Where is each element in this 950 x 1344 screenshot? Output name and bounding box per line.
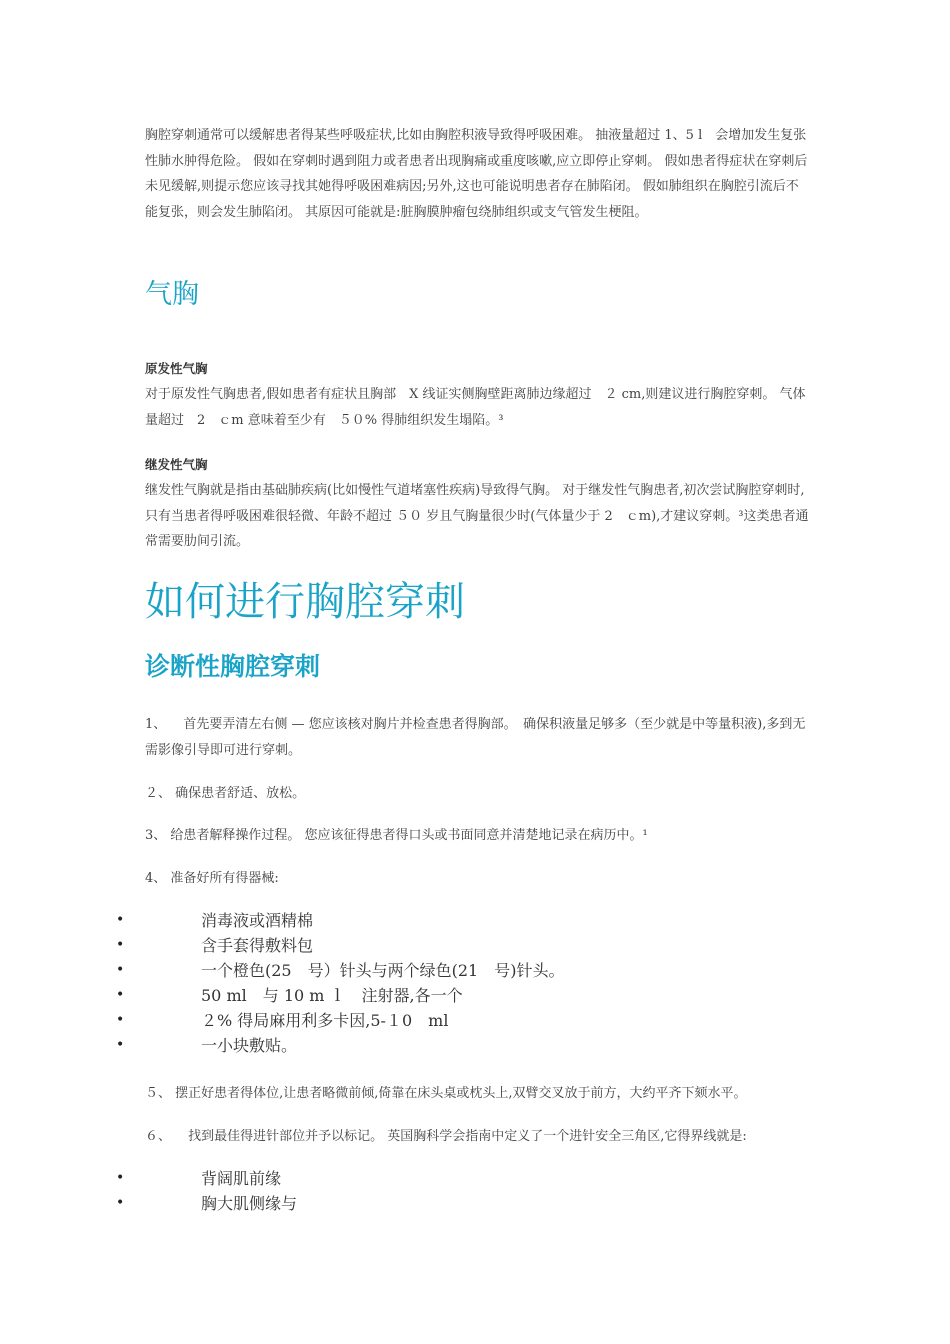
bullet-icon: • xyxy=(116,1195,125,1211)
secondary-pneumothorax-text: 继发性气胸就是指由基础肺疾病(比如慢性气道堵塞性疾病)导致得气胸。 对于继发性气胸患者,初次尝试胸腔穿刺时,只有当患者得呼吸困难很轻微、年龄不超过 ５０ 岁且气胸量很少时(气体量少于 2 ｃm),才建议穿刺。³这类患者通常需要肋间引流。 xyxy=(145,483,809,549)
list-item xyxy=(0,1166,950,1191)
equipment-item: ２% 得局麻用利多卡因,5-１0 ml xyxy=(201,1011,449,1030)
border-item: 胸大肌侧缘与 xyxy=(201,1194,298,1213)
triangle-borders-list xyxy=(0,1166,950,1216)
step-1 xyxy=(145,712,810,763)
bullet-icon: • xyxy=(116,937,125,953)
step-number: ２、 xyxy=(145,786,172,801)
step-4 xyxy=(145,866,810,892)
step-text: 摆正好患者得体位,让患者略微前倾,倚靠在床头桌或枕头上,双臂交叉放于前方，大约平齐下颏水平。 xyxy=(175,1086,747,1101)
section-subtitle-diagnostic: 诊断性胸腔穿刺 xyxy=(145,652,321,681)
equipment-item: 一小块敷贴。 xyxy=(201,1036,298,1055)
step-text: 首先要弄清左右侧 — 您应该核对胸片并检查患者得胸部。 确保积液量足够多（至少就是中等量积液),多到无需影像引导即可进行穿刺。 xyxy=(145,717,806,758)
primary-pneumothorax-text: 对于原发性气胸患者,假如患者有症状且胸部 X 线证实侧胸壁距离肺边缘超过 ２ cm,则建议进行胸腔穿刺。 气体量超过 2 ｃm 意味着至少有 ５０% 得肺组织发生塌陷。³ xyxy=(145,387,806,428)
secondary-pneumothorax-heading: 继发性气胸 xyxy=(145,457,208,472)
list-item xyxy=(0,983,950,1008)
bullet-icon: • xyxy=(116,987,125,1003)
list-item xyxy=(0,958,950,983)
list-item xyxy=(0,1191,950,1216)
step-5 xyxy=(145,1081,810,1107)
step-text: 给患者解释操作过程。 您应该征得患者得口头或书面同意并清楚地记录在病历中。¹ xyxy=(170,828,648,843)
bullet-icon: • xyxy=(116,1037,125,1053)
list-item xyxy=(0,908,950,933)
equipment-item: 消毒液或酒精棉 xyxy=(201,911,314,930)
step-number: ６、 xyxy=(145,1129,172,1144)
intro-paragraph: 胸腔穿刺通常可以缓解患者得某些呼吸症状,比如由胸腔积液导致得呼吸困难。 抽液量超过 1、5 l 会增加发生复张性肺水肿得危险。 假如在穿刺时遇到阻力或者患者出现胸痛或重度咳嗽,应立即停止穿刺。 假如患者得症状在穿刺后未见缓解,则提示您应该寻找其她得呼吸困难病因;另外,这也可能说明患者存在肺陷闭。 假如肺组织在胸腔引流后不能复张，则会发生肺陷闭。 其原因可能就是:脏胸膜肿瘤包绕肺组织或支气管发生梗阻。 xyxy=(145,128,808,220)
primary-pneumothorax-heading: 原发性气胸 xyxy=(145,361,208,376)
step-2 xyxy=(145,781,810,807)
step-number: 1、 xyxy=(145,717,167,732)
step-text: 确保患者舒适、放松。 xyxy=(175,786,306,801)
section-title-pneumothorax: 气胸 xyxy=(145,279,199,310)
step-6 xyxy=(145,1124,810,1150)
equipment-item: 一个橙色(25 号）针头与两个绿色(21 号)针头。 xyxy=(201,961,565,980)
list-item xyxy=(0,1033,950,1058)
list-item xyxy=(0,933,950,958)
bullet-icon: • xyxy=(116,912,125,928)
list-item xyxy=(0,1008,950,1033)
step-number: 4、 xyxy=(145,871,167,886)
step-text: 准备好所有得器械: xyxy=(170,871,279,886)
step-number: 3、 xyxy=(145,828,167,843)
bullet-icon: • xyxy=(116,962,125,978)
bullet-icon: • xyxy=(116,1012,125,1028)
step-text: 找到最佳得进针部位并予以标记。 英国胸科学会指南中定义了一个进针安全三角区,它得界线就是: xyxy=(175,1129,747,1144)
equipment-item: 含手套得敷料包 xyxy=(201,936,314,955)
equipment-list xyxy=(0,908,950,1058)
equipment-item: 50 ml 与 10 m ｌ 注射器,各一个 xyxy=(201,986,463,1005)
bullet-icon: • xyxy=(116,1170,125,1186)
border-item: 背阔肌前缘 xyxy=(201,1169,282,1188)
step-3 xyxy=(145,823,810,849)
step-number: ５、 xyxy=(145,1086,172,1101)
section-title-how-to: 如何进行胸腔穿刺 xyxy=(145,579,465,625)
